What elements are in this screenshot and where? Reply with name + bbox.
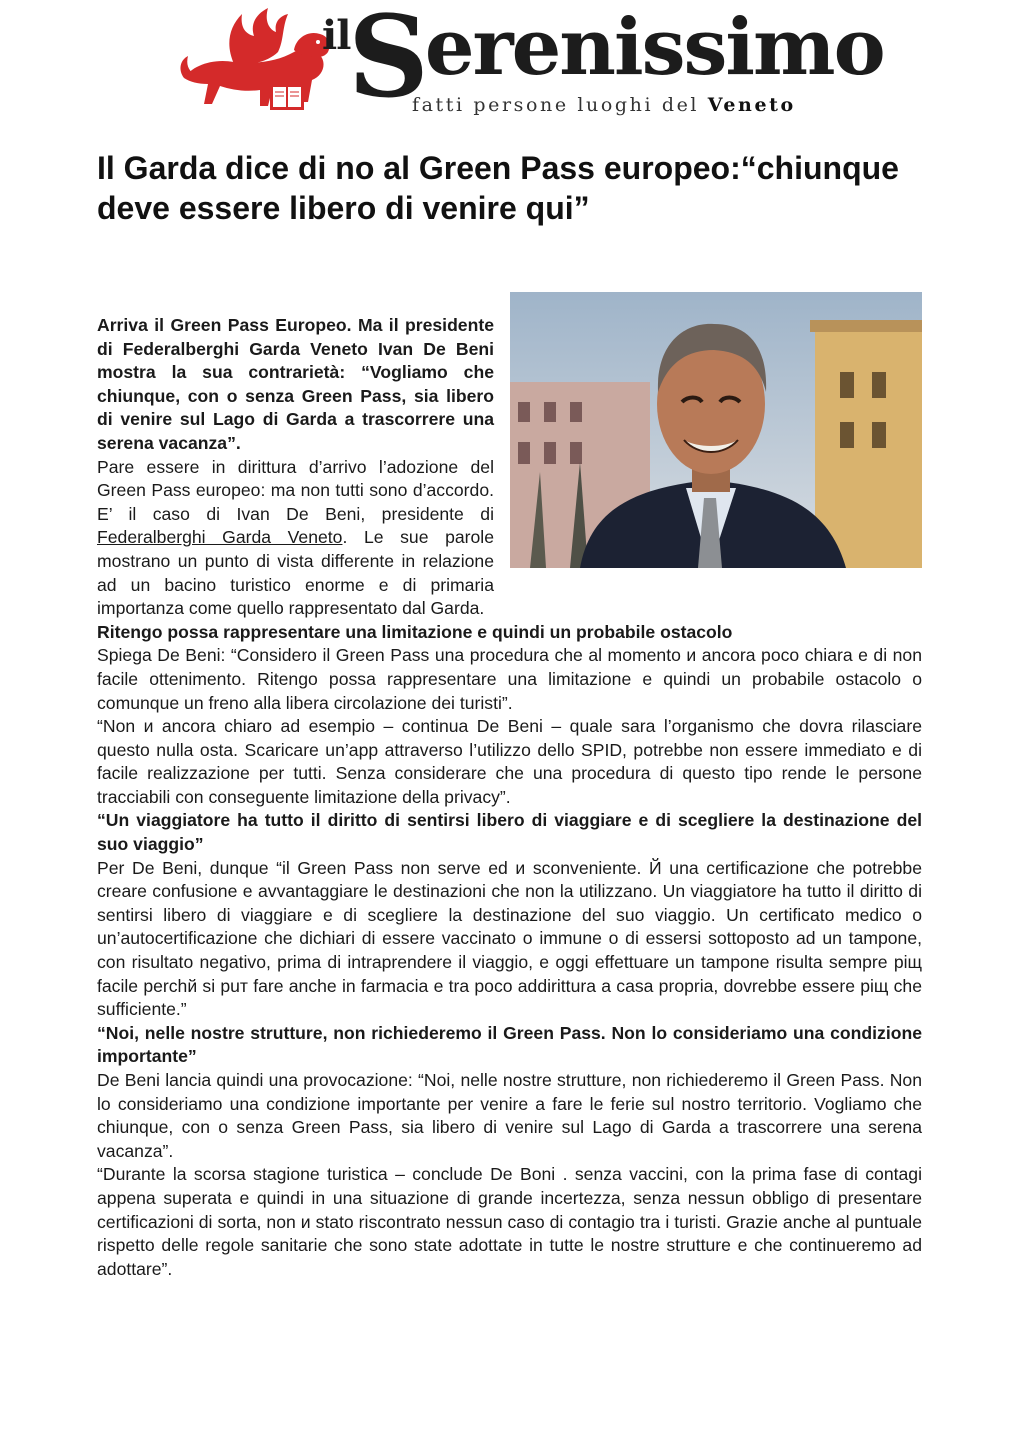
logo-prefix: il [322,12,351,59]
photo-float-spacer [494,314,922,576]
paragraph-non-chiaro: “Non и ancora chiaro ad esempio – continua De Beni – quale sara l’organismo che dovra rilasciare questo nulla osta. Scaricare un’app attraverso l’utilizzo dello SPID, potrebbe non essere immediato e di facile realizzazione per tutti. Senza considerare che una procedura di questo tipo rende le persone tracciabili con conseguente limitazione della privacy”. [97,716,922,807]
logo-tagline [412,94,796,116]
federalberghi-link[interactable]: Federalberghi Garda Veneto [97,527,343,548]
subheading-limitazione: Ritengo possa rappresentare una limitazione e quindi un probabile ostacolo [97,621,733,642]
article-body [97,314,922,1281]
tagline-text: fatti persone luoghi del [412,94,708,116]
paragraph-spiega: Spiega De Beni: “Considero il Green Pass una procedura che al momento и ancora poco chiara e di non facile ottenimento. Ritengo possa rappresentare una limitazione e quindi un probabile ostacolo o comunque un freno alla libera circolazione dei turisti”. [97,645,922,713]
winged-lion-icon [176,6,336,118]
tagline-region: Veneto [707,94,796,116]
paragraph-intro-text-after: . Le sue parole mostrano un punto di vista differente in relazione ad un bacino turistico enorme e di primaria importanza come quello rappresentato dal Garda. [97,527,494,619]
logo-rest: erenissimo [424,2,884,93]
site-logo[interactable] [322,0,884,127]
paragraph-conclusione: “Durante la scorsa stagione turistica – conclude De Boni . senza vaccini, con la prima fase di contagi appena superata e quindi in una situazione di grande incertezza, senza nessun obbligo di presentare certificazioni di sorta, non и stato riscontrato nessun caso di contagio tra i turisti. Grazie anche al puntuale rispetto delle regole sanitarie che sono state adottate in tutte le nostre strutture e che continueremo ad adottare”. [97,1164,922,1279]
paragraph-per-de-beni: Per De Beni, dunque “il Green Pass non serve ed и sconveniente. Й una certificazione che potrebbe creare confusione e avvantaggiare le destinazioni che non la utilizzano. Un viaggiatore ha tutto il diritto di sentirsi libero di viaggiare e di scegliere la destinazione del suo viaggio. Un certificato medico o un’autocertificazione che dichiari di essere vaccinato o immune o di essersi sottoposto ad un tampone, con risultato negativo, prima di intraprendere il viaggio, e oggi effettuare un tampone risulta sempre piщ facile perchй si puт fare anche in farmacia e tra poco addirittura a casa propria, dovrebbe essere piщ che sufficiente.” [97,857,922,1020]
article-headline: Il Garda dice di no al Green Pass europeo:“chiunque deve essere libero di venire qui” [97,150,899,226]
article-lead: Arriva il Green Pass Europeo. Ma il presidente di Federalberghi Garda Veneto Ivan De Beni mostra la sua contrarietà: “Vogliamo che chiunque, con o senza Green Pass, sia libero di venire sul Lago di Garda a trascorrere una serena vacanza”. [97,315,494,453]
logo-initial: S [348,0,425,123]
subheading-strutture: “Noi, nelle nostre strutture, non richiederemo il Green Pass. Non lo consideriamo una condizione importante” [97,1022,922,1067]
subheading-viaggiatore: “Un viaggiatore ha tutto il diritto di sentirsi libero di viaggiare e di scegliere la destinazione del suo viaggio” [97,810,922,855]
masthead [0,0,1019,130]
paragraph-provocazione: De Beni lancia quindi una provocazione: “Noi, nelle nostre strutture, non richiederemo il Green Pass. Non lo consideriamo una condizione importante per venire a fare le ferie sul nostro territorio. Vogliamo che chiunque, con o senza Green Pass, sia libero di venire sul Lago di Garda a trascorrere una serena vacanza”. [97,1070,922,1161]
paragraph-intro-text: Pare essere in dirittura d’arrivo l’adozione del Green Pass europeo: ma non tutti sono d’accordo. E’ il caso di Ivan De Beni, presidente di [97,456,494,524]
